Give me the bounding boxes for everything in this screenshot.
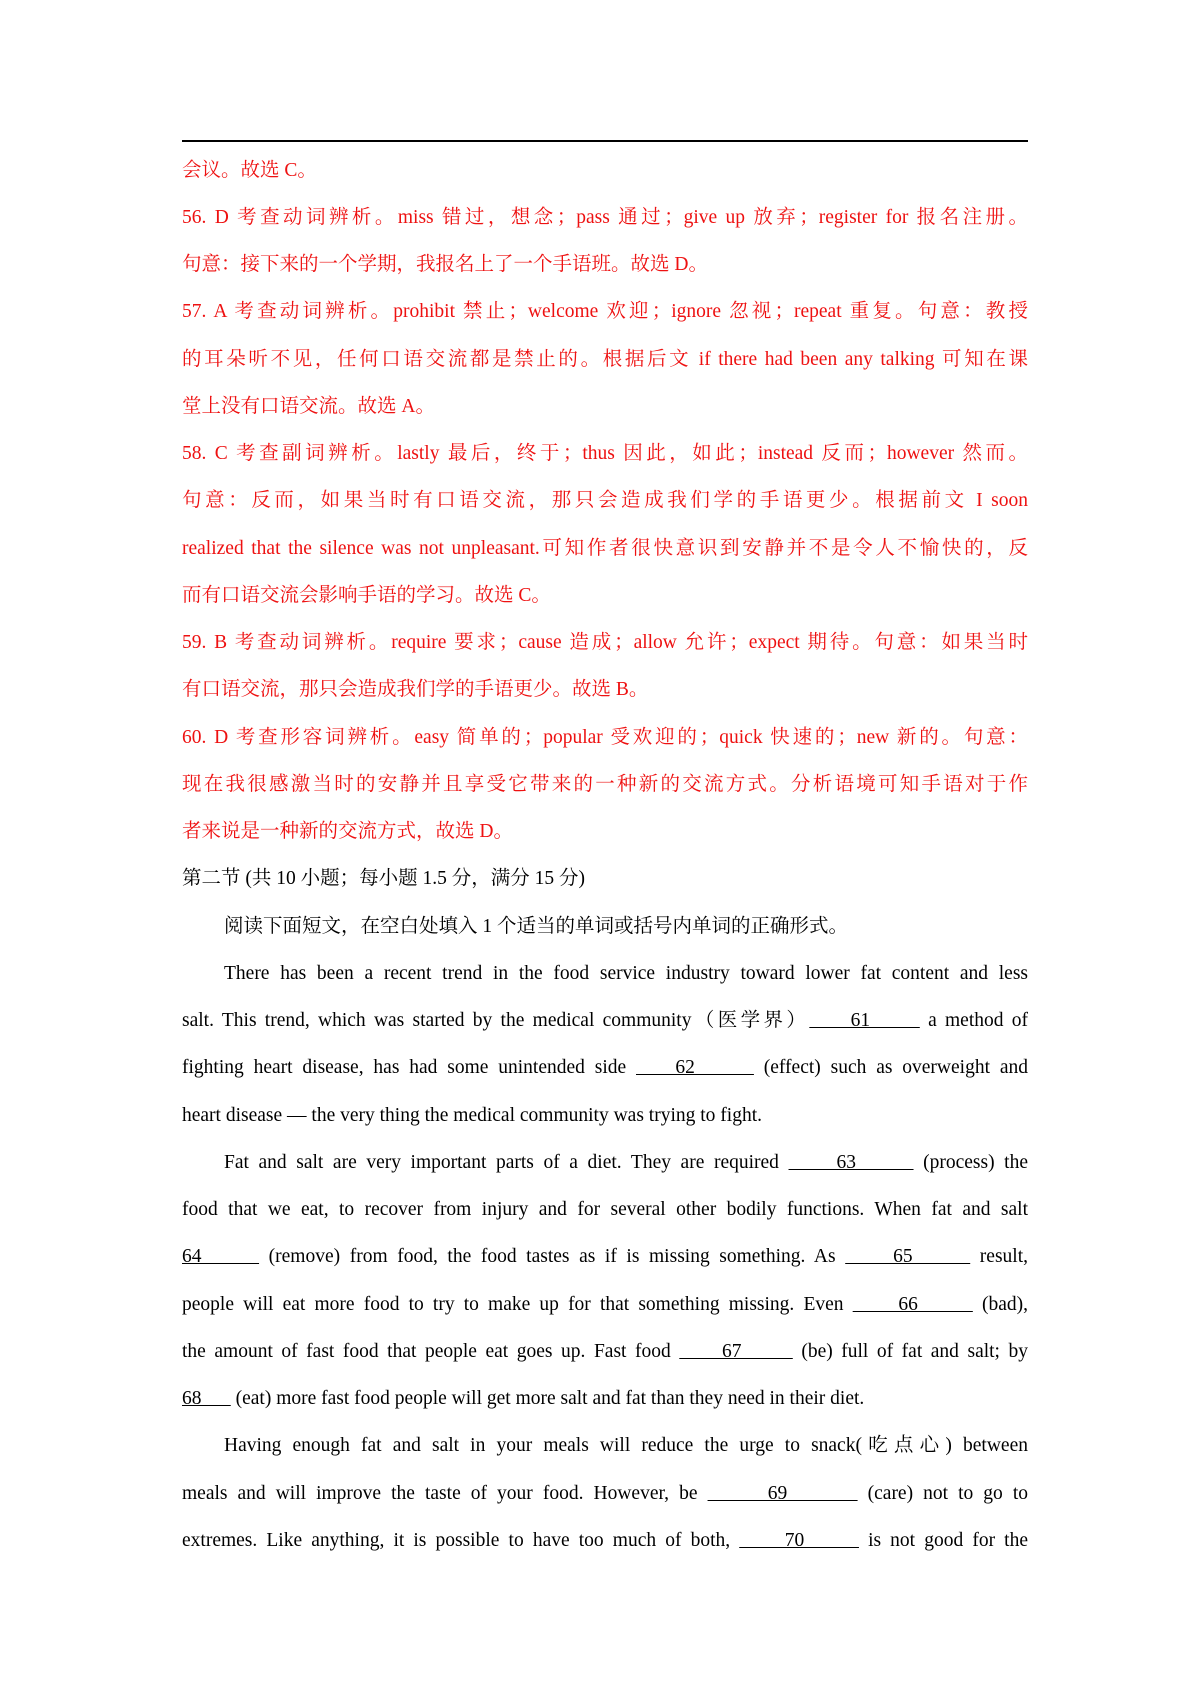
blank-64: 64 — [182, 1246, 260, 1267]
answer-57-line: 57. A 考查动词辨析。prohibit 禁止；welcome 欢迎；ignore 忽视；repeat 重复。句意：教授 — [182, 301, 1028, 322]
passage-text: people will eat more food to try to make up for that something missing. Even — [182, 1294, 853, 1315]
blank-70: 70 — [739, 1530, 859, 1551]
passage-text: fighting heart disease, has had some unintended side — [182, 1057, 636, 1078]
passage-text: (care) not to go to — [857, 1483, 1029, 1504]
passage-text: the amount of fast food that people eat goes up. Fast food — [182, 1341, 680, 1362]
blank-62: 62 — [636, 1057, 754, 1078]
passage-line — [182, 1007, 1028, 1035]
passage-line: Having enough fat and salt in your meals will reduce the urge to snack(吃点心) between — [224, 1435, 1028, 1456]
answer-text-line: 者来说是一种新的交流方式，故选 D。 — [182, 821, 513, 842]
passage-text: a method of — [919, 1010, 1028, 1031]
answer-text-line: 有口语交流，那只会造成我们学的手语更少。故选 B。 — [182, 679, 649, 700]
passage-line: heart disease — the very thing the medical community was trying to fight. — [182, 1105, 762, 1126]
answer-text-line: 会议。故选 C。 — [182, 160, 317, 181]
passage-text: Fat and salt are very important parts of a diet. They are required — [224, 1152, 789, 1173]
passage-line — [182, 1527, 1028, 1555]
blank-63: 63 — [788, 1152, 914, 1173]
passage-text: result, — [970, 1246, 1029, 1267]
passage-text: (effect) such as overweight and — [753, 1057, 1028, 1078]
passage-line — [182, 1054, 1028, 1082]
answer-60-line: 60. D 考查形容词辨析。easy 简单的；popular 受欢迎的；quick 快速的；new 新的。句意： — [182, 727, 1028, 748]
passage-text: extremes. Like anything, it is possible to have too much of both, — [182, 1530, 740, 1551]
answer-text-line: 堂上没有口语交流。故选 A。 — [182, 396, 435, 417]
answer-text-line: 现在我很感激当时的安静并且享受它带来的一种新的交流方式。分析语境可知手语对于作 — [182, 774, 1028, 795]
passage-line — [182, 1291, 1028, 1319]
header-rule — [182, 140, 1028, 142]
answer-text-line: 句意：反而，如果当时有口语交流，那只会造成我们学的手语更少。根据前文 I soon — [182, 490, 1028, 511]
passage-text: (eat) more fast food people will get more salt and fat than they need in their diet. — [230, 1388, 865, 1409]
passage-line: food that we eat, to recover from injury and for several other bodily functions. When fat and salt — [182, 1199, 1028, 1220]
passage-text: (bad), — [972, 1294, 1028, 1315]
answer-59-line: 59. B 考查动词辨析。require 要求；cause 造成；allow 允许；expect 期待。句意：如果当时 — [182, 632, 1028, 653]
answer-58-line: 58. C 考查副词辨析。lastly 最后，终于；thus 因此，如此；instead 反而；however 然而。 — [182, 443, 1028, 464]
passage-line — [182, 1243, 1028, 1271]
answer-56-line: 56. D 考查动词辨析。miss 错过，想念；pass 通过；give up 放弃；register for 报名注册。 — [182, 207, 1028, 228]
blank-61: 61 — [809, 1010, 920, 1031]
answer-text-line: 而有口语交流会影响手语的学习。故选 C。 — [182, 585, 551, 606]
blank-66: 66 — [852, 1294, 973, 1315]
passage-line — [182, 1480, 1028, 1508]
section-heading: 第二节 (共 10 小题；每小题 1.5 分，满分 15 分) — [182, 868, 585, 889]
passage-line — [224, 1149, 1028, 1177]
blank-65: 65 — [845, 1246, 971, 1267]
passage-text: (process) the — [913, 1152, 1029, 1173]
blank-67: 67 — [679, 1341, 793, 1362]
passage-text: salt. This trend, which was started by the medical community（医学界） — [182, 1010, 810, 1031]
passage-text: (be) full of fat and salt; by — [792, 1341, 1029, 1362]
answer-text-line: 句意：接下来的一个学期，我报名上了一个手语班。故选 D。 — [182, 254, 708, 275]
answer-text-line: 的耳朵听不见，任何口语交流都是禁止的。根据后文 if there had been any talking 可知在课 — [182, 349, 1028, 370]
passage-line: There has been a recent trend in the food service industry toward lower fat content and less — [224, 963, 1028, 984]
answer-text-line: realized that the silence was not unpleasant.可知作者很快意识到安静并不是令人不愉快的，反 — [182, 538, 1028, 559]
passage-text: (remove) from food, the food tastes as if is missing something. As — [259, 1246, 846, 1267]
section-instruction: 阅读下面短文，在空白处填入 1 个适当的单词或括号内单词的正确形式。 — [224, 916, 849, 937]
blank-69: 69 — [707, 1483, 858, 1504]
passage-text: meals and will improve the taste of your food. However, be — [182, 1483, 708, 1504]
passage-line — [182, 1385, 1028, 1413]
passage-line — [182, 1338, 1028, 1366]
passage-text: is not good for the — [858, 1530, 1028, 1551]
blank-68: 68 — [182, 1388, 231, 1409]
